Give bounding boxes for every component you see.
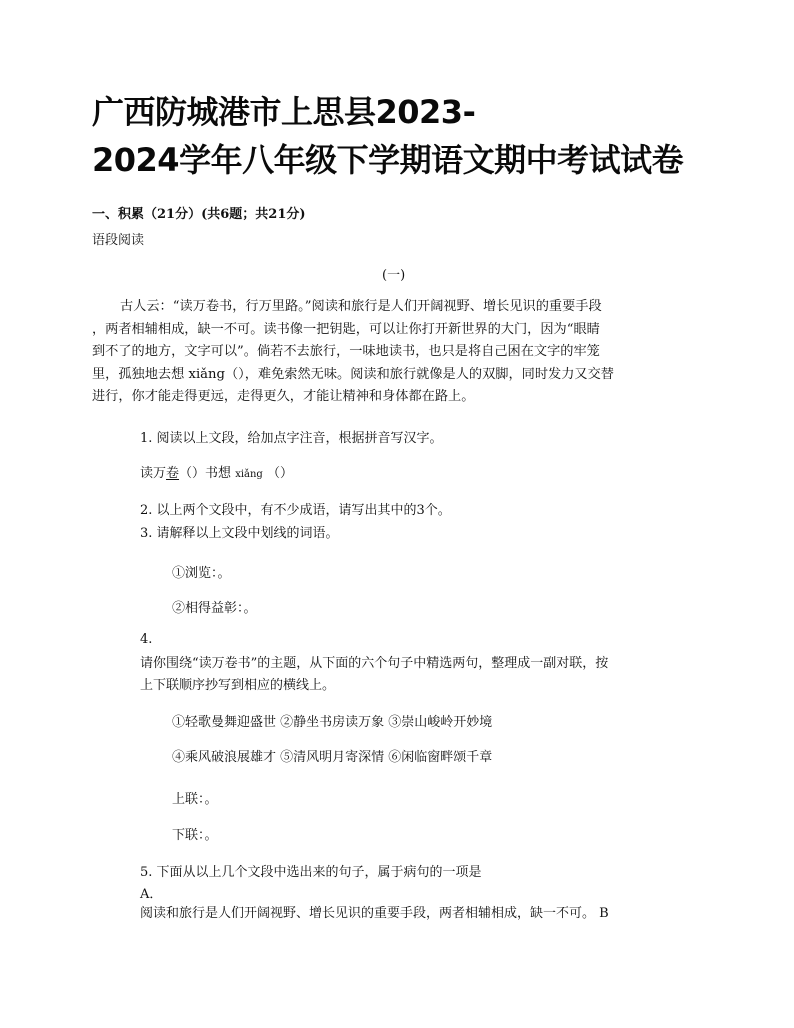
- q1-underlined-char: 卷: [166, 466, 180, 481]
- question-4-options-row-2: ④乘风破浪展雄才 ⑤清风明月寄深情 ⑥闲临窗畔颂千章: [172, 750, 493, 765]
- question-5-prompt: 5. 下面从以上几个文段中选出来的句子，属于病句的一项是: [140, 865, 482, 880]
- reading-passage: [92, 296, 704, 409]
- question-1-prompt: 1. 阅读以上文段，给加点字注音，根据拼音写汉字。: [140, 431, 443, 446]
- q1-text-mid: （）书想: [179, 466, 232, 481]
- page-title: [92, 88, 683, 184]
- question-4-options-row-1: ①轻歌曼舞迎盛世 ②静坐书房读万象 ③崇山峻岭开妙境: [172, 715, 493, 730]
- question-3-item-2: ②相得益彰：。: [172, 601, 257, 616]
- passage-line: 到不了的地方，文字可以”。倘若不去旅行，一味地读书，也只是将自己困在文字的牢笼: [92, 344, 600, 359]
- question-5-option-a-text: 阅读和旅行是人们开阔视野、增长见识的重要手段，两者相辅相成，缺一不可。 B: [140, 906, 609, 921]
- title-line-2: 2024学年八年级下学期语文期中考试试卷: [92, 141, 684, 179]
- q1-text-pre: 读万: [140, 466, 167, 481]
- subsection-heading: 语段阅读: [92, 233, 145, 248]
- question-3-item-1: ①浏览：。: [172, 566, 231, 581]
- passage-line: ，两者相辅相成，缺一不可。读书像一把钥匙，可以让你打开新世界的大门，因为“眼睛: [92, 321, 600, 337]
- question-4-prompt-line-2: 上下联顺序抄写到相应的横线上。: [140, 678, 336, 693]
- question-4-number: 4.: [140, 632, 153, 647]
- section-heading: 一、积累（21分）(共6题；共21分): [92, 207, 306, 222]
- question-5-option-a-label: A．: [140, 887, 163, 902]
- passage-line: 里，孤独地去想 xiǎng（），难免索然无味。阅读和旅行就像是人的双脚，同时发力又交替: [92, 366, 614, 382]
- passage-line: 进行，你才能走得更远，走得更久，才能让精神和身体都在路上。: [92, 389, 475, 404]
- question-3-prompt: 3. 请解释以上文段中划线的词语。: [140, 526, 339, 541]
- question-2-prompt: 2. 以上两个文段中，有不少成语，请写出其中的3个。: [140, 503, 451, 518]
- title-line-1: 广西防城港市上思县2023-: [92, 93, 476, 131]
- question-4-lower-couplet: 下联：。: [172, 828, 218, 843]
- q1-pinyin: xiǎng: [235, 469, 263, 480]
- question-4-upper-couplet: 上联：。: [172, 792, 218, 807]
- q1-text-post: （）: [266, 466, 293, 481]
- question-4-prompt-line-1: 请你围绕“读万卷书”的主题，从下面的六个句子中精选两句，整理成一副对联，按: [140, 656, 609, 671]
- question-1-answer: [140, 462, 293, 481]
- part-marker: (一): [382, 268, 406, 283]
- passage-line: 古人云：“读万卷书，行万里路。”阅读和旅行是人们开阔视野、增长见识的重要手段: [120, 299, 602, 314]
